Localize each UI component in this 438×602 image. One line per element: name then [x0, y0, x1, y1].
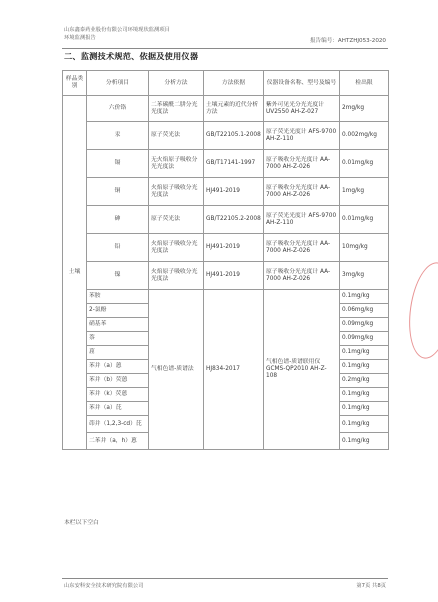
- instrument-cell: 原子吸收分光光度计 AA-7000 AH-Z-026: [264, 178, 340, 206]
- detection-limit-cell: 0.1mg/kg: [340, 388, 389, 402]
- analysis-item-cell: 砷: [87, 206, 149, 234]
- table-header-row: [63, 71, 389, 96]
- method-basis-cell: GB/T22105.1-2008: [204, 122, 264, 150]
- header-doc-type: 环境监测报告: [64, 35, 96, 41]
- header-analysis-method: 分析方法: [149, 71, 204, 96]
- analysis-item-cell: 苯并（a）芘: [87, 402, 149, 416]
- header-company: 山东鑫泰药业股份有限公司环境现状监测项目: [64, 27, 170, 33]
- footer-divider: [62, 578, 388, 579]
- analysis-item-cell: 苯并（k）荧蒽: [87, 388, 149, 402]
- method-basis-cell: HJ834-2017: [204, 290, 264, 450]
- table-row: [63, 262, 389, 290]
- analysis-item-cell: 茚并（1,2,3-cd）芘: [87, 416, 149, 433]
- table-row: [63, 96, 389, 122]
- detection-limit-cell: 3mg/kg: [340, 262, 389, 290]
- table-row: [63, 290, 389, 304]
- method-basis-cell: GB/T22105.2-2008: [204, 206, 264, 234]
- analysis-method-cell: 二苯碳酰二肼分光光度法: [149, 96, 204, 122]
- sample-category-cell: 土壤: [63, 96, 87, 450]
- detection-limit-cell: 0.1mg/kg: [340, 416, 389, 433]
- header-sample-category: 样品类别: [63, 71, 87, 96]
- footer-company: 山东安科安全技术研究院有限公司: [64, 583, 144, 589]
- analysis-item-cell: 铜: [87, 178, 149, 206]
- analysis-item-cell: 镉: [87, 150, 149, 178]
- detection-limit-cell: 0.002mg/kg: [340, 122, 389, 150]
- analysis-item-cell: 萘: [87, 332, 149, 346]
- table-row: [63, 234, 389, 262]
- detection-limit-cell: 0.1mg/kg: [340, 433, 389, 450]
- detection-limit-cell: 0.2mg/kg: [340, 374, 389, 388]
- instrument-cell: 原子荧光光度计 AFS-9700 AH-Z-110: [264, 206, 340, 234]
- instrument-cell: 气相色谱-质谱联用仪 GCMS-QP2010 AH-Z-108: [264, 290, 340, 450]
- analysis-item-cell: 汞: [87, 122, 149, 150]
- method-basis-cell: HJ491-2019: [204, 262, 264, 290]
- report-number: 报告编号：AHTZHJ053-2020: [309, 38, 386, 44]
- instrument-cell: 原子荧光光度计 AFS-9700 AH-Z-110: [264, 122, 340, 150]
- analysis-item-cell: 二苯并（a，h）蒽: [87, 433, 149, 450]
- detection-limit-cell: 0.1mg/kg: [340, 346, 389, 360]
- detection-limit-cell: 0.1mg/kg: [340, 360, 389, 374]
- analysis-item-cell: 镍: [87, 262, 149, 290]
- analysis-item-cell: 硝基苯: [87, 318, 149, 332]
- analysis-item-cell: 六价铬: [87, 96, 149, 122]
- detection-limit-cell: 0.09mg/kg: [340, 318, 389, 332]
- analysis-item-cell: 䓛: [87, 346, 149, 360]
- analysis-method-cell: 火焰原子吸收分光光度法: [149, 234, 204, 262]
- analysis-method-cell: 原子荧光法: [149, 122, 204, 150]
- seal-stamp: [403, 260, 438, 362]
- method-basis-cell: HJ491-2019: [204, 234, 264, 262]
- footer-page-number: 第7页 共8页: [356, 583, 386, 589]
- analysis-item-cell: 苯并（a）蒽: [87, 360, 149, 374]
- table-row: [63, 206, 389, 234]
- header-analysis-item: 分析项目: [87, 71, 149, 96]
- instrument-cell: 紫外可见光分光光度计 UV2550 AH-Z-027: [264, 96, 340, 122]
- table-row: [63, 178, 389, 206]
- section-title: 二、监测技术规范、依据及使用仪器: [64, 51, 199, 61]
- instrument-cell: 原子吸收分光光度计 AA-7000 AH-Z-026: [264, 150, 340, 178]
- detection-limit-cell: 0.01mg/kg: [340, 150, 389, 178]
- method-basis-cell: 土壤元素的近代分析方法: [204, 96, 264, 122]
- header-detection-limit: 检出限: [340, 71, 389, 96]
- detection-limit-cell: 0.01mg/kg: [340, 206, 389, 234]
- header-divider: [62, 48, 388, 49]
- analysis-method-cell: 火焰原子吸收分光光度法: [149, 178, 204, 206]
- detection-limit-cell: 0.1mg/kg: [340, 402, 389, 416]
- method-basis-cell: HJ491-2019: [204, 178, 264, 206]
- header-instrument: 仪器设备名称、型号及编号: [264, 71, 340, 96]
- detection-limit-cell: 1mg/kg: [340, 178, 389, 206]
- analysis-method-cell: 气相色谱-质谱法: [149, 290, 204, 450]
- table-row: [63, 122, 389, 150]
- analysis-item-cell: 铅: [87, 234, 149, 262]
- analysis-item-cell: 2-氯酚: [87, 304, 149, 318]
- header-method-basis: 方法依据: [204, 71, 264, 96]
- analysis-method-cell: 无火焰原子吸收分光光度法: [149, 150, 204, 178]
- detection-limit-cell: 0.06mg/kg: [340, 304, 389, 318]
- method-basis-cell: GB/T17141-1997: [204, 150, 264, 178]
- detection-limit-cell: 2mg/kg: [340, 96, 389, 122]
- analysis-method-cell: 火焰原子吸收分光光度法: [149, 262, 204, 290]
- blank-note: 本栏以下空白: [64, 520, 99, 526]
- methods-table: [62, 70, 389, 450]
- instrument-cell: 原子吸收分光光度计 AA-7000 AH-Z-026: [264, 262, 340, 290]
- table-row: [63, 150, 389, 178]
- detection-limit-cell: 10mg/kg: [340, 234, 389, 262]
- report-header: [64, 26, 170, 42]
- instrument-cell: 原子吸收分光光度计 AA-7000 AH-Z-026: [264, 234, 340, 262]
- analysis-item-cell: 苯并（b）荧蒽: [87, 374, 149, 388]
- detection-limit-cell: 0.09mg/kg: [340, 332, 389, 346]
- detection-limit-cell: 0.1mg/kg: [340, 290, 389, 304]
- analysis-item-cell: 苯胺: [87, 290, 149, 304]
- analysis-method-cell: 原子荧光法: [149, 206, 204, 234]
